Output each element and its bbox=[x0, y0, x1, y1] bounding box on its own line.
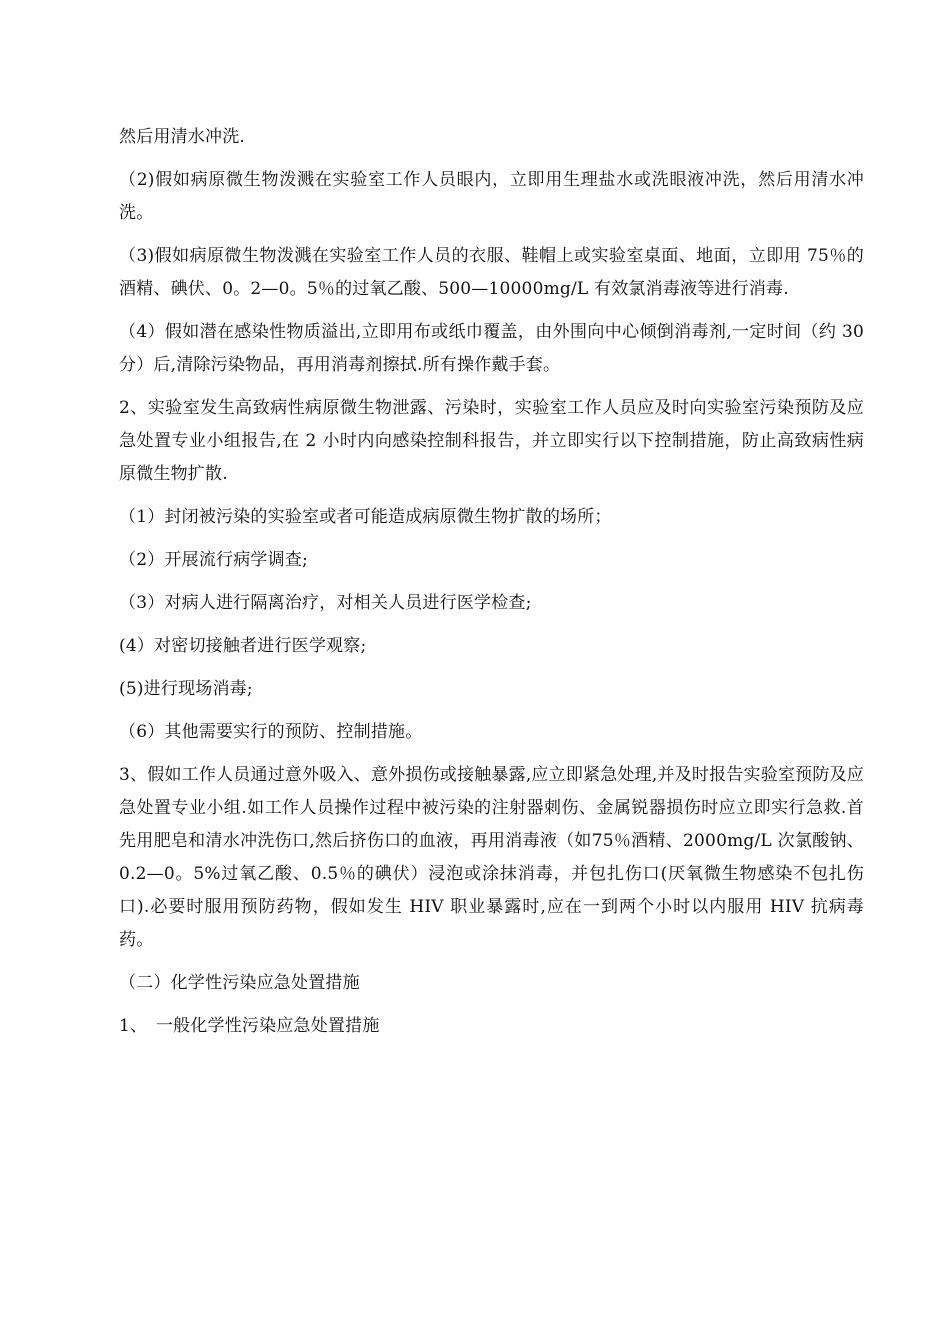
paragraph-section-2: 2、实验室发生高致病性病原微生物泄露、污染时，实验室工作人员应及时向实验室污染预防及应急处置专业小组报告,在 2 小时内向感染控制科报告，并立即实行以下控制措施，防止高致病性病原微生物扩散. bbox=[119, 398, 864, 484]
paragraph-gap bbox=[119, 706, 864, 716]
paragraph-gap bbox=[119, 534, 864, 544]
paragraph-gap bbox=[119, 749, 864, 759]
paragraph-continuation: 然后用清水冲洗. bbox=[119, 127, 246, 147]
paragraph-gap bbox=[119, 1000, 864, 1010]
paragraph-item-3: （3)假如病原微生物泼溅在实验室工作人员的衣服、鞋帽上或实验室桌面、地面，立即用 75％的酒精、碘伏、0。2—0。5％的过氧乙酸、500—10000mg/L 有效氯消毒液等进行消毒. bbox=[119, 246, 864, 299]
paragraph-gap bbox=[119, 620, 864, 630]
paragraph-gap bbox=[119, 491, 864, 501]
paragraph-gap bbox=[119, 957, 864, 967]
paragraph-item-2: （2)假如病原微生物泼溅在实验室工作人员眼内，立即用生理盐水或洗眼液冲洗，然后用清水冲洗。 bbox=[119, 170, 864, 223]
paragraph-gap bbox=[119, 154, 864, 164]
paragraph-measure-4: (4）对密切接触者进行医学观察; bbox=[119, 636, 367, 656]
paragraph-section-3: 3、假如工作人员通过意外吸入、意外损伤或接触暴露,应立即紧急处理,并及时报告实验室预防及应急处置专业小组.如工作人员操作过程中被污染的注射器刺伤、金属锐器损伤时应立即实行急救.首先用肥皂和清水冲洗伤口,然后挤伤口的血液，再用消毒液（如75％酒精、2000mg/L 次氯酸钠、0.2—0。5%过氧乙酸、0.5％的碘伏）浸泡或涂抹消毒，并包扎伤口(厌氧微生物感染不包扎伤口).必要时服用预防药物，假如发生 HIV 职业暴露时,应在一到两个小时以内服用 HIV 抗病毒药。 bbox=[119, 765, 864, 950]
paragraph-gap bbox=[119, 577, 864, 587]
subsection-heading-general-chemical: 1、 一般化学性污染应急处置措施 bbox=[119, 1016, 380, 1036]
section-heading-chemical: （二）化学性污染应急处置措施 bbox=[119, 973, 360, 993]
paragraph-measure-2: （2）开展流行病学调查; bbox=[119, 550, 308, 570]
paragraph-item-4: （4）假如潜在感染性物质溢出,立即用布或纸巾覆盖，由外围向中心倾倒消毒剂,一定时间（约 30 分）后,清除污染物品，再用消毒剂擦拭.所有操作戴手套。 bbox=[119, 322, 864, 375]
paragraph-gap bbox=[119, 230, 864, 240]
paragraph-gap bbox=[119, 306, 864, 316]
paragraph-measure-6: （6）其他需要实行的预防、控制措施。 bbox=[119, 722, 423, 742]
paragraph-gap bbox=[119, 663, 864, 673]
paragraph-measure-5: (5)进行现场消毒; bbox=[119, 679, 253, 699]
paragraph-measure-1: （1）封闭被污染的实验室或者可能造成病原微生物扩散的场所； bbox=[119, 507, 612, 527]
paragraph-gap bbox=[119, 382, 864, 392]
document-body bbox=[119, 121, 864, 1043]
paragraph-measure-3: （3）对病人进行隔离治疗，对相关人员进行医学检查; bbox=[119, 593, 532, 613]
